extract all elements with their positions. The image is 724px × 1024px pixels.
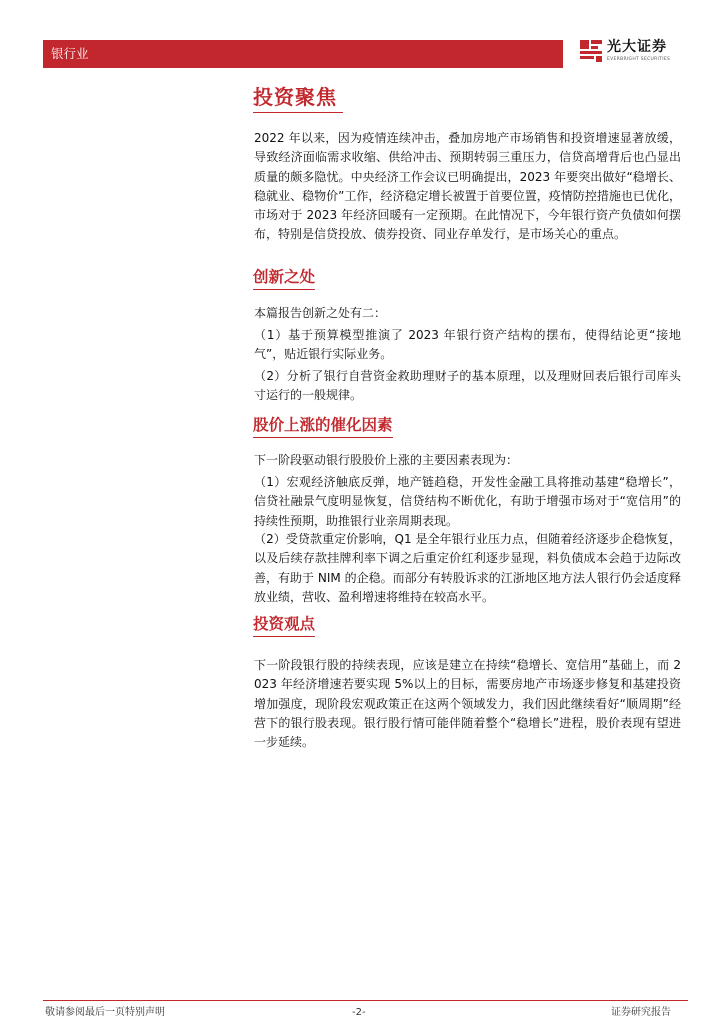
paragraph: 本篇报告创新之处有二： xyxy=(254,306,387,320)
report-type: 证券研究报告 xyxy=(611,1007,671,1018)
paragraph: 2022 年以来，因为疫情连续冲击，叠加房地产市场销售和投资增速显著放缓，导致经济面临需求收缩、供给冲击、预期转弱三重压力，信贷高增背后也凸显出质量的颇多隐忧。中央经济工作会议已明确提出，2023 年要突出做好“稳增长、稳就业、稳物价”工作，经济稳定增长被置于首要位置，疫情防控措施也已优化，市场对于 2023 年经济回暖有一定预期。在此情况下，今年银行资产负债如何摆布，特别是信贷投放、债券投资、同业存单发行，是市场关心的重点。 xyxy=(254,131,681,242)
industry-label: 银行业 xyxy=(51,46,89,61)
section-heading-innovation: 创新之处 xyxy=(253,266,315,290)
section-heading-investment-focus: 投资聚焦 xyxy=(253,83,343,113)
paragraph: （1）宏观经济触底反弹，地产链趋稳，开发性金融工具将推动基建“稳增长”，信贷社融景气度明显恢复，信贷结构不断优化，有助于增强市场对于“宽信用”的持续性预期，助推银行业亲周期表现。 xyxy=(254,475,681,528)
section-heading-catalysts: 股价上涨的催化因素 xyxy=(253,414,393,438)
paragraph: 下一阶段驱动银行股股价上涨的主要因素表现为： xyxy=(254,453,519,467)
section-heading-investment-view: 投资观点 xyxy=(253,613,315,637)
company-logo xyxy=(578,36,688,70)
logo-english: EVERBRIGHT SECURITIES xyxy=(607,57,671,62)
everbright-logo-icon xyxy=(578,38,604,64)
logo-name: 光大证券 xyxy=(607,39,667,55)
page-number: -2- xyxy=(352,1007,366,1018)
paragraph: （1）基于预算模型推演了 2023 年银行资产结构的摆布，使得结论更“接地气”，贴近银行实际业务。 xyxy=(254,328,681,362)
footer-divider xyxy=(43,1000,688,1001)
header-bar xyxy=(43,40,563,68)
paragraph: 下一阶段银行股的持续表现，应该是建立在持续“稳增长、宽信用”基础上，而 2023 年经济增速若要实现 5%以上的目标，需要房地产市场逐步修复和基建投资增加强度，现阶段宏观政策正在这两个领域发力，我们因此继续看好“顺周期”经营下的银行股表现。银行股行情可能伴随着整个“稳增长”进程，股价表现有望进一步延续。 xyxy=(254,658,681,750)
paragraph: （2）受贷款重定价影响，Q1 是全年银行业压力点，但随着经济逐步企稳恢复，以及后续存款挂牌利率下调之后重定价红利逐步显现，料负债成本会趋于边际改善，有助于 NIM 的企稳。而部分有转股诉求的江浙地区地方法人银行仍会适度释放业绩，营收、盈利增速将维持在较高水平。 xyxy=(254,532,681,604)
paragraph: （2）分析了银行自营资金救助理财子的基本原理，以及理财回表后银行司库头寸运行的一般规律。 xyxy=(254,369,681,403)
footer-disclaimer: 敬请参阅最后一页特别声明 xyxy=(45,1007,165,1018)
